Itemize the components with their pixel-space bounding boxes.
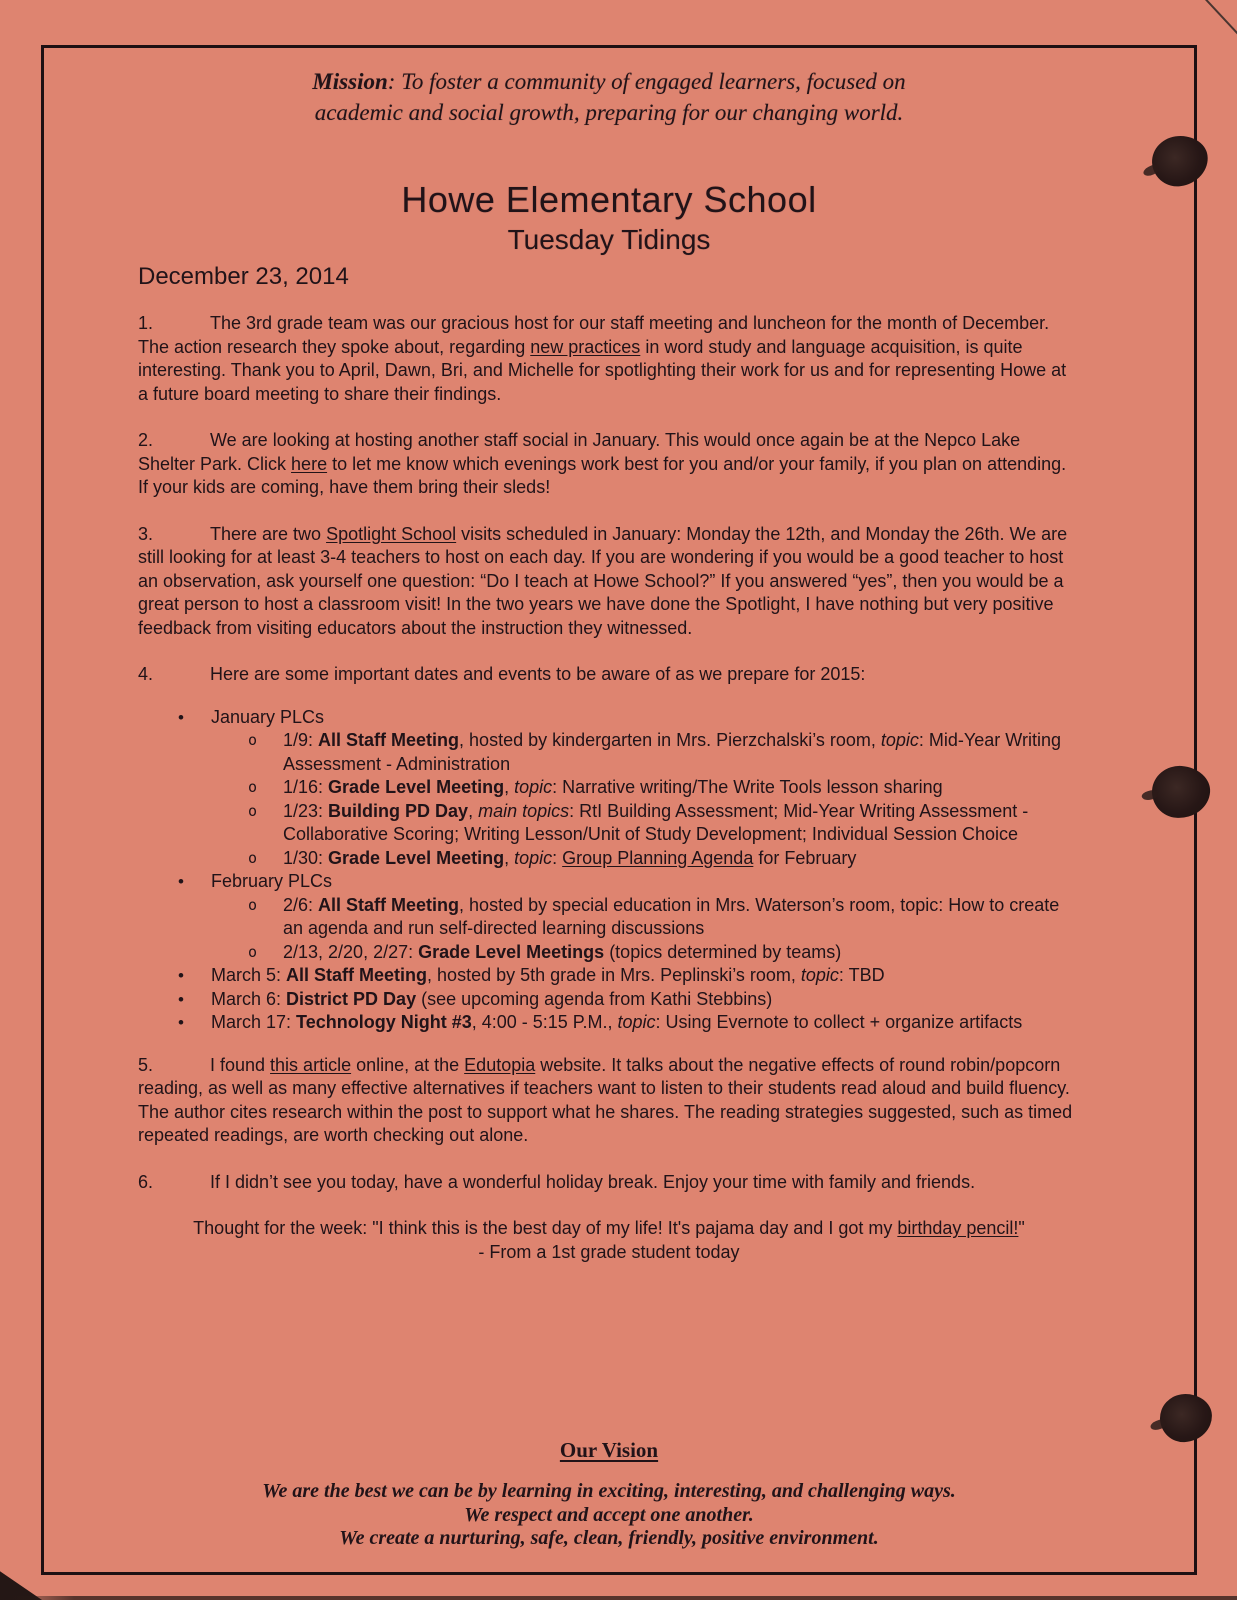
- text-segment: visits scheduled in January: Monday the 12th, and Monday the 26th. We are still looking for at least 3-4 teachers to host on each day. If you are wondering if you would be a good teacher to host an observation, ask yourself one question: “Do I teach at Howe School?” If you answered “yes”, then you would be a great person to host a classroom visit! In the two years we have done the Spotlight, I have nothing but very positive feedback from visiting educators about the instruction they witnessed.: [138, 523, 1068, 638]
- item-number: 5.: [138, 1054, 154, 1075]
- item-number: 4.: [138, 664, 154, 684]
- text-segment: (topics determined by teams): [604, 941, 842, 962]
- underlined-text: new practices: [530, 336, 641, 357]
- text-segment: for February: [753, 847, 857, 868]
- text-segment: topic: [617, 1012, 656, 1032]
- agenda-item: [138, 870, 1080, 894]
- text-segment: District PD Day: [286, 988, 417, 1009]
- newsletter-body: [138, 312, 1080, 1264]
- text-segment: : Mid-Year Writing Assessment - Administration: [283, 730, 1061, 774]
- agenda-item-text: [283, 800, 1080, 847]
- text-segment: All Staff Meeting: [318, 894, 460, 915]
- text-segment: February PLCs: [211, 871, 333, 891]
- text-segment: :: [552, 847, 563, 868]
- agenda-item: [138, 706, 1080, 730]
- text-segment: topic: [514, 777, 553, 797]
- agenda-item-text: [283, 776, 1080, 800]
- numbered-item-1: [138, 312, 1080, 406]
- text-segment: , hosted by 5th grade in Mrs. Peplinski’s room,: [427, 965, 801, 985]
- text-segment: ,: [468, 800, 479, 821]
- vision-lines: [138, 1480, 1080, 1551]
- item-number: 3.: [138, 523, 154, 544]
- agenda-item-text: [283, 729, 1080, 776]
- text-segment: Thought for the week: "I think this is the best day of my life! It's pajama day and I got my: [193, 1218, 898, 1238]
- bullet-disc-marker: •: [178, 989, 184, 1009]
- item-number: 6.: [138, 1171, 154, 1192]
- text-segment: Grade Level Meeting: [328, 777, 505, 797]
- underlined-text: Group Planning Agenda: [562, 847, 754, 868]
- vision-line: We create a nurturing, safe, clean, friendly, positive environment.: [339, 1527, 879, 1549]
- bullet-circle-marker: o: [248, 942, 258, 961]
- agenda-item: [138, 729, 1080, 776]
- text-segment: : Narrative writing/The Write Tools lesson sharing: [552, 777, 943, 797]
- text-segment: : To foster a community of engaged learners, focused on: [387, 69, 906, 94]
- text-segment: 1/23:: [283, 800, 329, 821]
- text-segment: March 17:: [211, 1012, 297, 1032]
- issue-date: December 23, 2014: [138, 263, 349, 290]
- text-segment: 1/16:: [283, 777, 329, 797]
- document-content: [138, 0, 1080, 1549]
- vision-line: We respect and accept one another.: [464, 1503, 754, 1526]
- text-segment: - From a 1st grade student today: [478, 1241, 740, 1262]
- text-segment: main topics: [478, 800, 570, 821]
- text-segment: Technology Night #3: [296, 1012, 472, 1032]
- punch-hole-mark-middle: [1150, 764, 1211, 820]
- text-segment: ,: [504, 777, 515, 797]
- numbered-item-6: [138, 1171, 1080, 1195]
- text-segment: in word study and language acquisition, is quite interesting. Thank you to April, Dawn, Bri, and Michelle for spotlighting their work for us and for representing Howe at a future board meeting to share their findings.: [138, 336, 1067, 404]
- numbered-item-2: [138, 429, 1080, 500]
- bullet-disc-marker: •: [178, 872, 184, 891]
- bullet-disc-marker: •: [178, 707, 184, 727]
- text-segment: March 5:: [211, 965, 287, 985]
- text-segment: : TBD: [838, 965, 885, 985]
- agenda-item: [138, 776, 1080, 800]
- agenda-item-text: [283, 894, 1080, 941]
- text-segment: : Using Evernote to collect + organize artifacts: [655, 1012, 1023, 1032]
- agenda-item-text: [211, 964, 1080, 988]
- underlined-text: Spotlight School: [326, 523, 457, 544]
- underlined-text: birthday pencil!: [897, 1218, 1019, 1238]
- numbered-item-5: [138, 1054, 1080, 1148]
- text-segment: We are looking at hosting another staff social in January. This would once again be at the Nepco Lake Shelter Park. Click: [138, 430, 1021, 474]
- text-segment: Building PD Day: [328, 800, 469, 821]
- agenda-item-text: [283, 941, 1080, 965]
- text-segment: website. It talks about the negative effects of round robin/popcorn reading, as well as many effective alternatives if teachers want to listen to their students read aloud and build fluency. The author cites research within the post to support what he shares. The reading strategies suggested, such as timed repeated readings, are worth checking out alone.: [138, 1054, 1073, 1145]
- text-segment: topic: [800, 965, 839, 985]
- text-segment: , 4:00 - 5:15 P.M.,: [471, 1012, 618, 1032]
- text-segment: 2/6:: [283, 894, 319, 915]
- agenda-item-text: [211, 870, 1080, 894]
- bullet-circle-marker: o: [248, 778, 258, 796]
- bullet-circle-marker: o: [248, 895, 258, 914]
- text-segment: Grade Level Meetings: [418, 941, 605, 962]
- text-segment: , hosted by kindergarten in Mrs. Pierzchalski’s room,: [459, 730, 881, 750]
- scan-artifact-line: [1203, 0, 1237, 38]
- agenda-item: [138, 1011, 1080, 1035]
- item-number: 1.: [138, 313, 154, 333]
- underlined-text: Edutopia: [464, 1054, 536, 1075]
- text-segment: topic: [514, 847, 553, 868]
- thought-line: [138, 1217, 1080, 1241]
- text-segment: online, at the: [351, 1054, 465, 1075]
- scan-edge-shadow: [0, 1596, 1237, 1600]
- text-segment: ": [1018, 1218, 1025, 1238]
- bullet-circle-marker: o: [248, 801, 258, 820]
- bullet-circle-marker: o: [248, 731, 258, 749]
- thought-for-week: [138, 1217, 1080, 1264]
- item-number: 2.: [138, 430, 154, 450]
- text-segment: (see upcoming agenda from Kathi Stebbins): [416, 988, 773, 1009]
- mission-statement: [138, 66, 1080, 128]
- agenda-list: [138, 706, 1080, 1035]
- agenda-item-text: [211, 1011, 1080, 1035]
- text-segment: March 6:: [211, 988, 287, 1009]
- agenda-item: [138, 800, 1080, 847]
- text-segment: Mission: [312, 69, 388, 94]
- text-segment: Grade Level Meeting: [328, 847, 505, 868]
- vision-heading: Our Vision: [559, 1438, 659, 1462]
- page-subtitle: Tuesday Tidings: [507, 224, 711, 255]
- agenda-item: [138, 964, 1080, 988]
- vision-line: We are the best we can be by learning in exciting, interesting, and challenging ways.: [262, 1480, 956, 1502]
- agenda-item: [138, 941, 1080, 965]
- numbered-item-4: [138, 663, 1080, 687]
- underlined-text: here: [291, 453, 328, 474]
- numbered-item-3: [138, 523, 1080, 641]
- thought-line: [138, 1241, 1080, 1265]
- mission-line: [138, 97, 1080, 128]
- text-segment: I found: [210, 1054, 271, 1075]
- agenda-item: [138, 894, 1080, 941]
- punch-hole-mark-bottom: [1159, 1393, 1213, 1444]
- text-segment: , hosted by special education in Mrs. Waterson’s room, topic: How to create an agenda and run self-directed learning discussions: [283, 894, 1060, 938]
- text-segment: 1/9:: [283, 730, 319, 750]
- agenda-item-text: [211, 706, 1080, 730]
- text-segment: January PLCs: [211, 706, 325, 727]
- text-segment: The 3rd grade team was our gracious host for our staff meeting and luncheon for the month of December. The action research they spoke about, regarding: [138, 313, 1050, 357]
- text-segment: academic and social growth, preparing for our changing world.: [314, 100, 904, 125]
- text-segment: to let me know which evenings work best for you and/or your family, if you plan on attending. If your kids are coming, have them bring their sleds!: [138, 453, 1067, 497]
- punch-hole-mark-top: [1149, 132, 1211, 189]
- text-segment: ,: [504, 847, 515, 868]
- agenda-item-text: [211, 988, 1080, 1012]
- agenda-item: [138, 847, 1080, 871]
- text-segment: topic: [880, 730, 919, 750]
- page-title: Howe Elementary School: [401, 179, 817, 220]
- text-segment: : RtI Building Assessment; Mid-Year Writing Assessment - Collaborative Scoring; Writing Lesson/Unit of Study Development; Individual Session Choice: [283, 800, 1029, 844]
- mission-line: [138, 66, 1080, 97]
- text-segment: 2/13, 2/20, 2/27:: [283, 941, 419, 962]
- text-segment: Here are some important dates and events to be aware of as we prepare for 2015:: [210, 664, 866, 684]
- vision-section: [138, 1438, 1080, 1551]
- text-segment: All Staff Meeting: [318, 730, 460, 750]
- text-segment: If I didn’t see you today, have a wonderful holiday break. Enjoy your time with family and friends.: [210, 1171, 976, 1192]
- agenda-item: [138, 988, 1080, 1012]
- bullet-disc-marker: •: [178, 1013, 184, 1032]
- bullet-disc-marker: •: [178, 966, 184, 985]
- underlined-text: this article: [270, 1054, 352, 1075]
- agenda-item-text: [283, 847, 1080, 871]
- text-segment: All Staff Meeting: [286, 965, 428, 985]
- text-segment: There are two: [210, 523, 327, 544]
- text-segment: 1/30:: [283, 847, 329, 868]
- bullet-circle-marker: o: [248, 848, 258, 867]
